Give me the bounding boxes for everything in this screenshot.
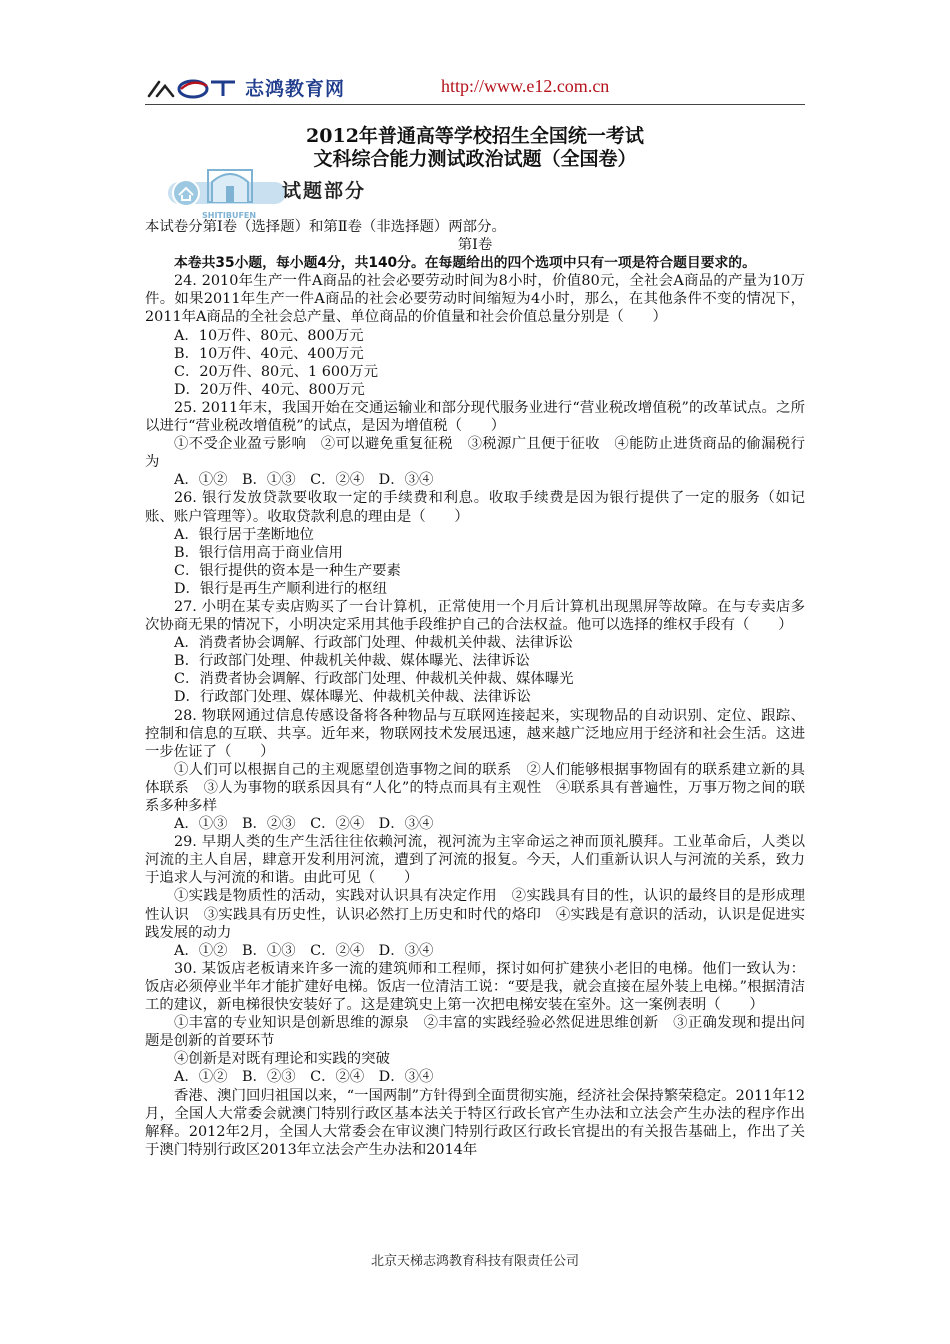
answer-options: A．10万件、80元、800万元 <box>174 327 364 344</box>
section-label: 试题部分 <box>282 180 367 202</box>
page-subtitle: 文科综合能力测试政治试题（全国卷） <box>313 148 637 170</box>
answer-options: A．银行居于垄断地位 <box>174 526 314 543</box>
answer-options: B．10万件、40元、400万元 <box>174 345 364 362</box>
answer-options: B．银行信用高于商业信用 <box>174 544 343 561</box>
paragraph: 28. 物联网通过信息传感设备将各种物品与互联网连接起来，实现物品的自动识别、定位、跟踪、控制和信息的互联、共享。近年来，物联网技术发展迅速，越来越广泛地应用于经济和社会生活。这进一步佐证了（ ） <box>145 707 805 760</box>
paragraph: ①丰富的专业知识是创新思维的源泉 ②丰富的实践经验必然促进思维创新 ③正确发现和提出问题是创新的首要环节 <box>145 1015 805 1050</box>
section-heading: 第Ⅰ卷 <box>457 237 493 254</box>
section-banner-graphic <box>168 168 288 220</box>
page-title: 2012年普通高等学校招生全国统一考试 <box>306 125 644 147</box>
paragraph: 27. 小明在某专卖店购买了一台计算机，正常使用一个月后计算机出现黑屏等故障。在与专卖店多次协商无果的情况下，小明决定采用其他手段维护自己的合法权益。他可以选择的维权手段有（ ） <box>145 598 805 634</box>
paragraph: 25. 2011年末，我国开始在交通运输业和部分现代服务业进行“营业税改增值税”的改革试点。之所以进行“营业税改增值税”的试点，是因为增值税（ ） <box>145 399 805 435</box>
banner-sublabel: SHITIBUFEN <box>202 211 257 220</box>
paragraph: 24. 2010年生产一件A商品的社会必要劳动时间为8小时，价值80元，全社会A商品的产量为10万件。如果2011年生产一件A商品的社会必要劳动时间缩短为4小时，那么，在其他条件不变的情况下，2011年A商品的全社会总产量、单位商品的价值量和社会价值总量分别是（ ） <box>145 273 805 326</box>
answer-options: D．银行是再生产顺利进行的枢纽 <box>174 580 388 597</box>
site-url-link[interactable]: http://www.e12.com.cn <box>441 76 610 96</box>
answer-options: C．银行提供的资本是一种生产要素 <box>174 562 401 579</box>
answer-options: D．行政部门处理、媒体曝光、仲裁机关仲裁、法律诉讼 <box>174 689 531 706</box>
paragraph: 26. 银行发放贷款要收取一定的手续费和利息。收取手续费是因为银行提供了一定的服务（如记账、账户管理等）。收取贷款利息的理由是（ ） <box>145 490 805 525</box>
page-header <box>145 72 805 106</box>
answer-options: A．①② B．①③ C．②④ D．③④ <box>174 942 434 959</box>
paragraph: 本试卷分第Ⅰ卷（选择题）和第Ⅱ卷（非选择题）两部分。 <box>145 219 506 235</box>
answer-options: C．消费者协会调解、行政部门处理、仲裁机关仲裁、媒体曝光 <box>174 671 574 688</box>
paragraph: ①人们可以根据自己的主观愿望创造事物之间的联系 ②人们能够根据事物固有的联系建立新的具体联系 ③人为事物的联系因具有“人化”的特点而具有主观性 ④联系具有普遍性，万事万物之间的联系多种多样 <box>145 761 805 814</box>
paragraph: 本卷共35小题，每小题4分，共140分。在每题给出的四个选项中只有一项是符合题目要求的。 <box>174 255 756 272</box>
paragraph: 29. 早期人类的生产生活往往依赖河流，视河流为主宰命运之神而顶礼膜拜。工业革命后，人类以河流的主人自居，肆意开发利用河流，遭到了河流的报复。今天，人们重新认识人与河流的关系，致力于追求人与河流的和谐。由此可见（ ） <box>145 834 805 887</box>
logo-icon <box>145 76 241 100</box>
paragraph: 30. 某饭店老板请来许多一流的建筑师和工程师，探讨如何扩建狭小老旧的电梯。他们一致认为：饭店必须停业半年才能扩建好电梯。饭店一位清洁工说：“要是我，就会直接在屋外装上电梯。”根据清洁工的建议，新电梯很快安装好了。这是建筑史上第一次把电梯安装在室外。这一案例表明（ ） <box>145 960 805 1014</box>
paragraph: ④创新是对既有理论和实践的突破 <box>174 1051 390 1068</box>
page-footer: 北京天梯志鸿教育科技有限责任公司 <box>370 1254 579 1269</box>
paragraph: ①实践是物质性的活动，实践对认识具有决定作用 ②实践具有目的性，认识的最终目的是形成理性认识 ③实践具有历史性，认识必然打上历史和时代的烙印 ④实践是有意识的活动，认识是促进实践发展的动力 <box>145 888 805 941</box>
answer-options: A．①② B．①③ C．②④ D．③④ <box>174 472 434 489</box>
answer-options: D．20万件、40元、800万元 <box>174 381 365 398</box>
brand-name: 志鸿教育网 <box>245 78 346 100</box>
answer-options: A．①② B．②③ C．②④ D．③④ <box>174 1069 434 1086</box>
header-divider <box>145 104 805 105</box>
paragraph: ①不受企业盈亏影响 ②可以避免重复征税 ③税源广且便于征收 ④能防止进货商品的偷漏税行为 <box>145 436 805 471</box>
answer-options: C．20万件、80元、1 600万元 <box>174 363 378 380</box>
paragraph: 香港、澳门回归祖国以来，“一国两制”方针得到全面贯彻实施，经济社会保持繁荣稳定。2011年12月，全国人大常委会就澳门特别行政区基本法关于特区行政长官产生办法和立法会产生办法的程序作出解释。2012年2月，全国人大常委会在审议澳门特别行政区行政长官提出的有关报告基础上，作出了关于澳门特别行政区2013年立法会产生办法和2014年 <box>145 1087 805 1158</box>
exam-content <box>145 218 805 1159</box>
answer-options: A．消费者协会调解、行政部门处理、仲裁机关仲裁、法律诉讼 <box>174 635 573 652</box>
answer-options: B．行政部门处理、仲裁机关仲裁、媒体曝光、法律诉讼 <box>174 653 530 670</box>
answer-options: A．①③ B．②③ C．②④ D．③④ <box>174 816 434 833</box>
